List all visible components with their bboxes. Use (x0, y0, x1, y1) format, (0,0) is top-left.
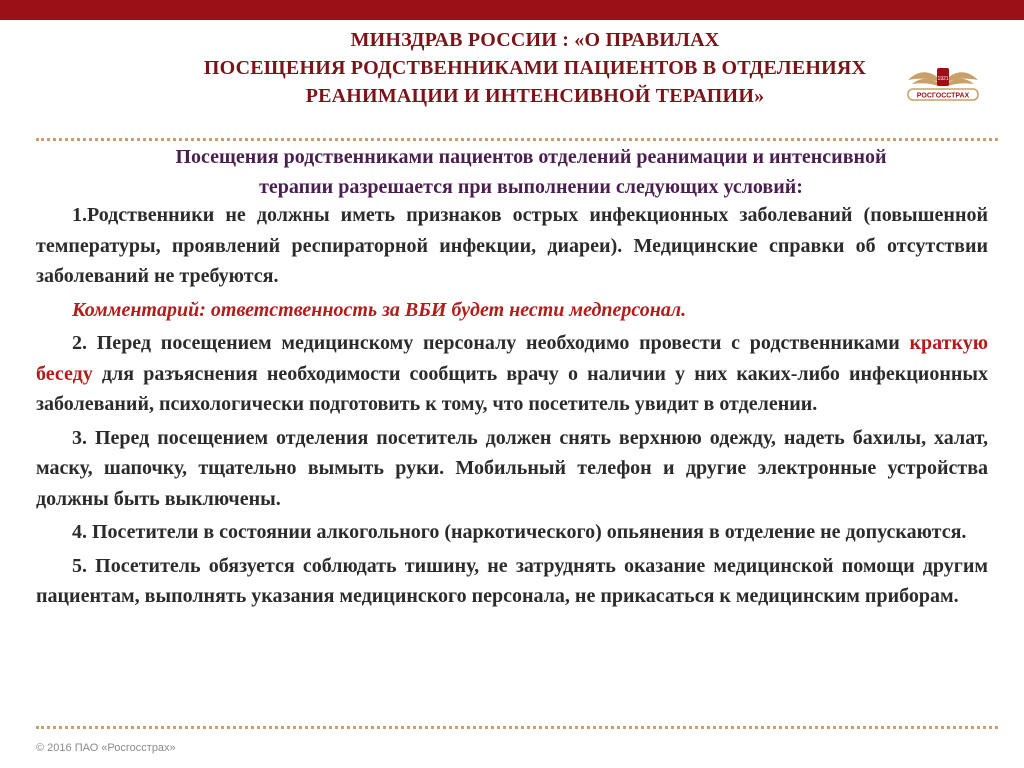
bottom-dotted-divider (36, 726, 998, 729)
top-accent-bar (0, 0, 1024, 20)
condition-item-2 (36, 328, 988, 420)
rosgosstrakh-logo (902, 58, 984, 104)
title-line-1: МИНЗДРАВ РОССИИ : «О ПРАВИЛАХ (350, 29, 720, 51)
logo-wordmark: РОСГОССТРАХ (916, 92, 970, 100)
intro-line-2: терапии разрешается при выполнении следующих условий: (259, 176, 803, 198)
logo-year: 1921 (937, 76, 949, 82)
title-line-2: ПОСЕЩЕНИЯ РОДСТВЕННИКАМИ ПАЦИЕНТОВ В ОТДЕЛЕНИЯХ (203, 57, 867, 79)
intro-line-1: Посещения родственниками пациентов отделений реанимации и интенсивной (175, 146, 887, 168)
item2-text-start: 2. Перед посещением медицинскому персоналу необходимо провести с родственниками (72, 332, 910, 354)
condition-item-1: 1.Родственники не должны иметь признаков острых инфекционных заболеваний (повышенной температуры, проявлений респираторной инфекции, диареи). Медицинские справки об отсутствии заболеваний не требуются. (36, 204, 988, 287)
item2-highlight: краткую беседу (36, 332, 988, 385)
logo-emblem-icon (902, 58, 984, 104)
condition-item-4: 4. Посетители в состоянии алкогольного (наркотического) опьянения в отделение не допускаются. (72, 521, 967, 543)
condition-item-3: 3. Перед посещением отделения посетитель должен снять верхнюю одежду, надеть бахилы, халат, маску, шапочку, тщательно вымыть руки. Мобильный телефон и другие электронные устройства должны быть выключены. (36, 426, 988, 510)
condition-item-5: 5. Посетитель обязуется соблюдать тишину, не затруднять оказание медицинской помощи другим пациентам, выполнять указания медицинского персонала, не прикасаться к медицинским приборам. (36, 554, 988, 607)
slide-title (150, 26, 920, 110)
comment-note: Комментарий: ответственность за ВБИ будет нести медперсонал. (72, 298, 687, 321)
item2-text-end: для разъяснения необходимости сообщить врачу о наличии у них каких-либо инфекционных заболеваний, психологически подготовить к тому, что посетитель увидит в отделении. (36, 362, 988, 415)
conditions-list (36, 200, 988, 615)
top-dotted-divider (36, 138, 998, 141)
copyright-footer: © 2016 ПАО «Росгосстрах» (36, 742, 176, 754)
intro-text (70, 142, 992, 202)
title-line-3: РЕАНИМАЦИИ И ИНТЕНСИВНОЙ ТЕРАПИИ» (305, 85, 765, 107)
